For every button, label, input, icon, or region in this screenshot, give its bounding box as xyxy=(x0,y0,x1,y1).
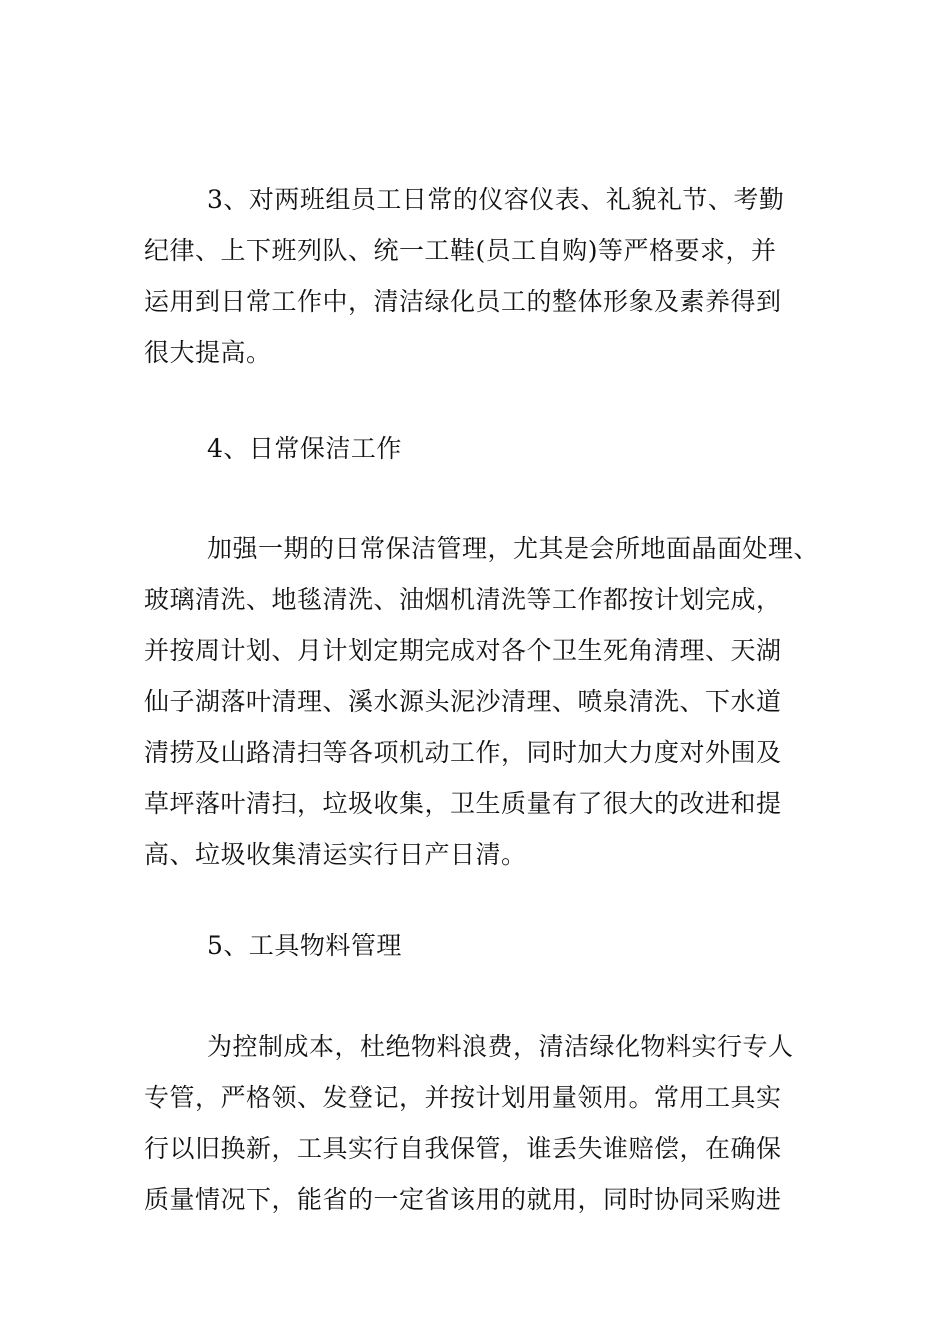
paragraph-5 xyxy=(144,1021,809,1225)
paragraph-line: 玻璃清洗、地毯清洗、油烟机清洗等工作都按计划完成， xyxy=(144,585,782,614)
paragraph-line: 质量情况下，能省的一定省该用的就用，同时协同采购进 xyxy=(144,1185,782,1214)
section-heading-4 xyxy=(144,423,809,474)
paragraph-line: 清捞及山路清扫等各项机动工作，同时加大力度对外围及 xyxy=(144,738,782,767)
paragraph-line: 运用到日常工作中，清洁绿化员工的整体形象及素养得到 xyxy=(144,287,782,316)
paragraph-line: 加强一期的日常保洁管理，尤其是会所地面晶面处理、 xyxy=(207,534,820,563)
paragraph-line: 专管，严格领、发登记，并按计划用量领用。常用工具实 xyxy=(144,1083,782,1112)
section-heading: 5、工具物料管理 xyxy=(207,931,402,960)
paragraph-line: 纪律、上下班列队、统一工鞋(员工自购)等严格要求，并 xyxy=(144,236,777,265)
section-heading-5 xyxy=(144,920,809,971)
section-heading: 4、日常保洁工作 xyxy=(207,434,402,463)
paragraph-line: 并按周计划、月计划定期完成对各个卫生死角清理、天湖 xyxy=(144,636,782,665)
paragraph-3 xyxy=(144,174,809,378)
paragraph-4 xyxy=(144,523,820,880)
paragraph-line: 为控制成本，杜绝物料浪费，清洁绿化物料实行专人 xyxy=(207,1032,794,1061)
paragraph-line: 草坪落叶清扫，垃圾收集，卫生质量有了很大的改进和提 xyxy=(144,789,782,818)
paragraph-line: 高、垃圾收集清运实行日产日清。 xyxy=(144,840,527,869)
paragraph-line: 3、对两班组员工日常的仪容仪表、礼貌礼节、考勤 xyxy=(207,185,785,214)
paragraph-line: 很大提高。 xyxy=(144,338,272,367)
paragraph-line: 行以旧换新，工具实行自我保管，谁丢失谁赔偿，在确保 xyxy=(144,1134,782,1163)
paragraph-line: 仙子湖落叶清理、溪水源头泥沙清理、喷泉清洗、下水道 xyxy=(144,687,782,716)
